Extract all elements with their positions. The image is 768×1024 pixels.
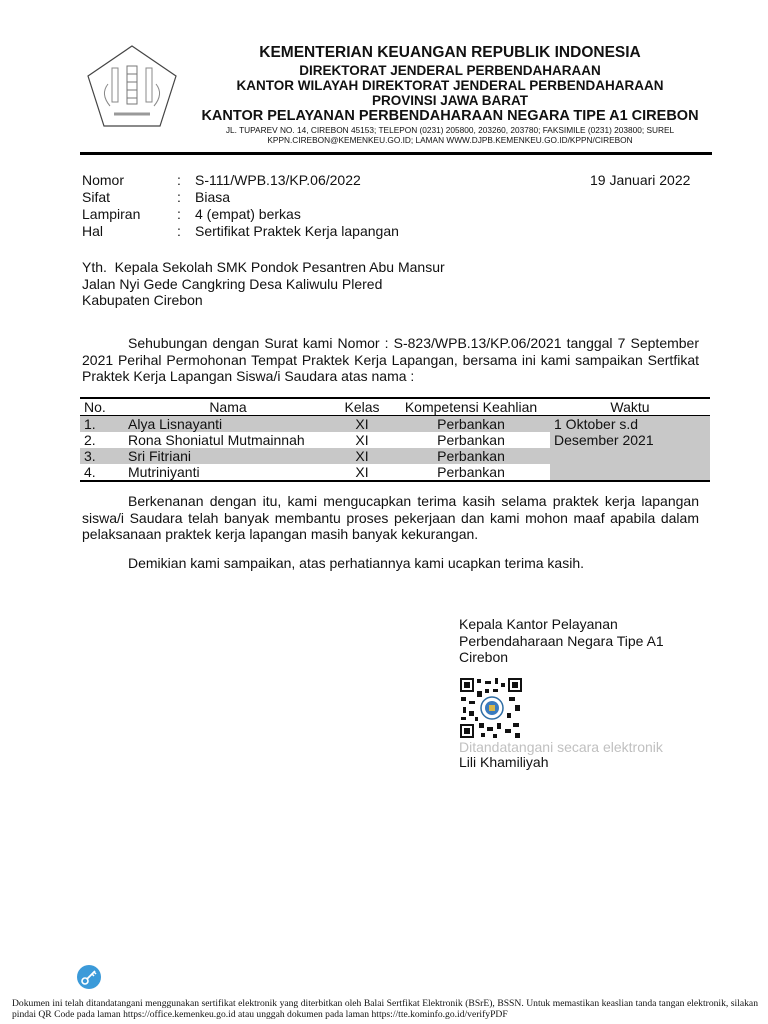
recipient-line: Kabupaten Cirebon [82,292,203,308]
meta-colon: : [177,206,181,222]
meta-value: 4 (empat) berkas [195,206,301,222]
bsre-key-icon [77,965,101,989]
table-header-row [80,398,710,416]
esign-label: Ditandatangani secara elektronik [459,739,663,755]
province-name: PROVINSI JAWA BARAT [371,93,528,108]
table-row [80,416,710,433]
signatory-title-line: Perbendaharaan Negara Tipe A1 [459,632,664,649]
regional-office-name: KANTOR WILAYAH DIREKTORAT JENDERAL PERBENDAHARAAN [236,78,664,93]
meta-colon: : [177,172,181,188]
paragraph-text: Sehubungan dengan Surat kami Nomor : S-823/WPB.13/KP.06/2021 tanggal 7 September 2021 Perihal Permohonan Tempat Praktek Kerja Lapangan, bersama ini kami sampaikan Sertfikat Praktek Kerja Lapangan Siswa/i Saudara atas nama : [82,335,699,384]
col-header-nama: Nama [209,399,247,415]
paragraph-text: Demikian kami sampaikan, atas perhatiannya kami ucapkan terima kasih. [128,555,584,571]
ministry-emblem-icon [86,44,178,128]
address-line-1: JL. TUPAREV NO. 14, CIREBON 45153; TELEPON (0231) 205800, 203260, 203780; FAKSIMILE (0231) 203800; SUREL [225,125,675,135]
cell-kelas: XI [355,416,369,432]
qr-code-icon [459,677,523,739]
cell-nama: Mutriniyanti [128,464,200,480]
cell-nama: Rona Shoniatul Mutmainnah [128,432,305,448]
signatory-title [459,616,664,666]
col-header-kompetensi: Kompetensi Keahlian [404,399,538,415]
signatory-title-line: Kepala Kantor Pelayanan [459,616,618,632]
directorate-name: DIREKTORAT JENDERAL PERBENDAHARAAN [299,63,601,78]
signatory-title-line: Cirebon [459,649,509,665]
body-paragraph-2 [82,493,699,543]
office-address [190,125,710,145]
cell-nama: Alya Lisnayanti [128,416,223,432]
letter-date: 19 Januari 2022 [590,172,691,188]
col-header-kelas: Kelas [344,399,380,415]
ministry-name: KEMENTERIAN KEUANGAN REPUBLIK INDONESIA [259,44,641,61]
cell-no: 1. [84,416,96,432]
body-paragraph-3 [82,555,699,572]
cell-kelas: XI [355,432,369,448]
meta-colon: : [177,189,181,205]
meta-label: Hal [82,223,104,239]
recipient-line: Jalan Nyi Gede Cangkring Desa Kaliwulu Plered [82,275,383,292]
col-header-no: No. [84,399,106,415]
meta-value: S-111/WPB.13/KP.06/2022 [195,172,361,188]
cell-kompetensi: Perbankan [437,416,505,432]
meta-label: Sifat [82,189,111,205]
cell-kelas: XI [355,448,369,464]
cell-no: 4. [84,464,96,480]
body-paragraph-1 [82,335,699,385]
cell-kompetensi: Perbankan [437,448,505,464]
cell-waktu: 1 Oktober s.d Desember 2021 [550,416,710,482]
cell-no: 2. [84,432,96,448]
address-line-2: KPPN.CIREBON@KEMENKEU.GO.ID; LAMAN WWW.DJPB.KEMENKEU.GO.ID/KPPN/CIREBON [267,135,633,145]
esign-disclaimer: Dokumen ini telah ditandatangani menggunakan sertifikat elektronik yang diterbitkan oleh Balai Sertfikat Elektronik (BSrE), BSSN. Untuk memastikan keaslian tanda tangan elektronik, silakan pindai QR Code pada laman https://office.kemenkeu.go.id atau unggah dokumen pada laman https://tte.kominfo.go.id/verifyPDF [12,998,758,1020]
signer-name: Lili Khamiliyah [459,754,549,770]
recipient-line: Yth. Kepala Sekolah SMK Pondok Pesantren Abu Mansur [82,259,445,275]
meta-value: Sertifikat Praktek Kerja lapangan [195,223,399,239]
meta-value: Biasa [195,189,231,205]
student-table [80,397,710,482]
cell-no: 3. [84,448,96,464]
cell-kompetensi: Perbankan [437,432,505,448]
office-name: KANTOR PELAYANAN PERBENDAHARAAN NEGARA TIPE A1 CIREBON [201,108,699,124]
meta-colon: : [177,223,181,239]
letterhead-divider [80,152,712,155]
paragraph-text: Berkenanan dengan itu, kami mengucapkan terima kasih selama praktek kerja lapangan siswa/i Saudara telah banyak membantu proses pekerjaan dan kami mohon maaf apabila dalam pelaksanaan praktek kerja lapangan masih banyak kekurangan. [82,493,699,542]
meta-label: Nomor [82,172,125,188]
col-header-waktu: Waktu [610,399,650,415]
cell-kelas: XI [355,464,369,480]
recipient-block [82,259,445,309]
meta-label: Lampiran [82,206,141,222]
cell-nama: Sri Fitriani [128,448,192,464]
cell-kompetensi: Perbankan [437,464,505,480]
